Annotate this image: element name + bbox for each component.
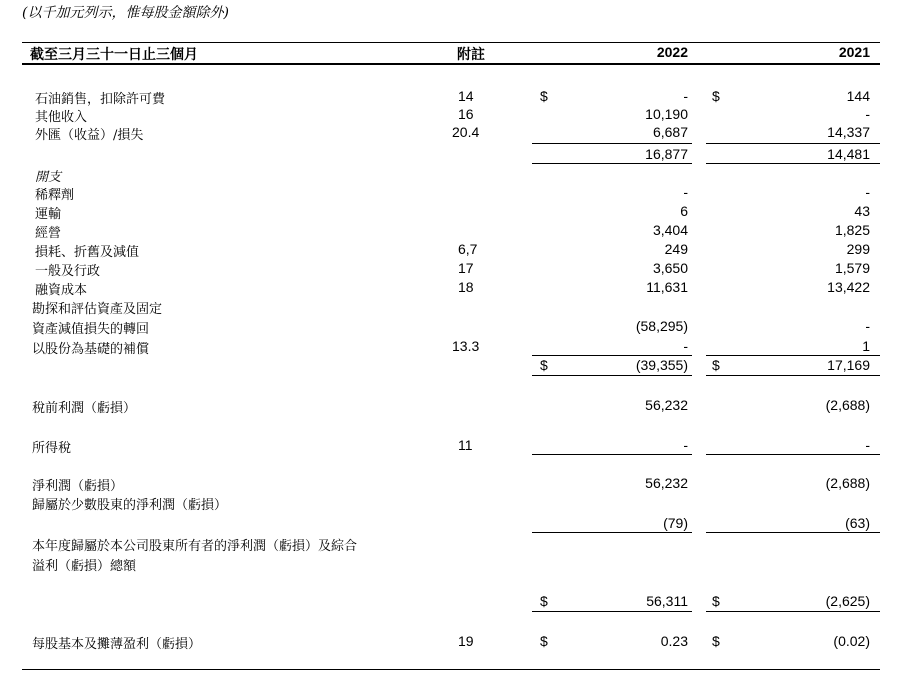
finance-label: 融資成本 xyxy=(35,283,88,298)
eps-2022: 0.23 xyxy=(660,633,688,649)
diluent-2022: - xyxy=(683,184,688,200)
expense-total-bottom-rule-2021 xyxy=(706,375,880,376)
eps-label: 每股基本及攤薄盈利（虧損） xyxy=(32,637,202,652)
owners-rule-2021 xyxy=(706,611,880,612)
currency-symbol: $ xyxy=(712,633,720,649)
ga-label: 一般及行政 xyxy=(35,264,101,279)
fx-note: 20.4 xyxy=(452,124,480,140)
owners-2021: (2,625) xyxy=(825,593,870,609)
revenue-subtotal-2021: 14,481 xyxy=(827,146,870,162)
eps-note: 19 xyxy=(458,633,474,649)
reversal-2021: - xyxy=(865,318,870,334)
currency-symbol: $ xyxy=(712,88,720,104)
owners-label-line1: 本年度歸屬於本公司股東所有者的淨利潤（虧損）及綜合 xyxy=(32,539,358,554)
other-income-2021: - xyxy=(865,106,870,122)
owners-2022: 56,311 xyxy=(646,593,688,609)
net-2022: 56,232 xyxy=(645,475,688,491)
nci-label: 歸屬於少數股東的淨利潤（虧損） xyxy=(32,498,228,513)
expense-total-bottom-rule-2022 xyxy=(532,375,692,376)
subtotal-bottom-rule-2021 xyxy=(706,163,880,164)
nci-rule-2021 xyxy=(706,532,880,533)
currency-symbol: $ xyxy=(540,357,548,373)
share-comp-note: 13.3 xyxy=(452,338,480,354)
header-bottom-rule xyxy=(22,63,880,65)
pretax-2022: 56,232 xyxy=(645,397,688,413)
fx-2022: 6,687 xyxy=(652,124,688,140)
tax-rule-2021 xyxy=(706,454,880,455)
header-top-rule xyxy=(22,42,880,43)
net-label: 淨利潤（虧損） xyxy=(32,479,124,494)
oil-sales-2021: 144 xyxy=(846,88,870,104)
operating-2022: 3,404 xyxy=(652,222,688,238)
ga-2022: 3,650 xyxy=(652,260,688,276)
tax-rule-2022 xyxy=(532,454,692,455)
finance-2022: 11,631 xyxy=(646,279,688,295)
operating-2021: 1,825 xyxy=(834,222,870,238)
other-income-label: 其他收入 xyxy=(35,110,88,125)
share-comp-2022: - xyxy=(683,338,688,354)
expense-total-rule-2021 xyxy=(706,355,880,356)
expenses-heading: 開支 xyxy=(35,170,62,185)
operating-label: 經營 xyxy=(35,226,62,241)
subtotal-rule-2021 xyxy=(706,143,880,144)
dda-2022: 249 xyxy=(664,241,688,257)
subtotal-bottom-rule-2022 xyxy=(532,163,692,164)
expense-total-rule-2022 xyxy=(532,355,692,356)
tax-2021: - xyxy=(865,437,870,453)
ga-note: 17 xyxy=(458,260,474,276)
year-2022-header: 2022 xyxy=(656,44,688,60)
finance-2021: 13,422 xyxy=(827,279,870,295)
owners-label-line2: 溢利（虧損）總額 xyxy=(32,559,137,574)
dda-2021: 299 xyxy=(846,241,870,257)
reversal-2022: (58,295) xyxy=(635,318,688,334)
fx-label: 外匯（收益）/損失 xyxy=(35,128,144,143)
currency-symbol: $ xyxy=(540,633,548,649)
currency-symbol: $ xyxy=(712,593,720,609)
tax-label: 所得稅 xyxy=(32,441,72,456)
other-income-note: 16 xyxy=(458,106,474,122)
table-bottom-rule xyxy=(22,669,880,670)
ga-2021: 1,579 xyxy=(834,260,870,276)
expense-total-2022: (39,355) xyxy=(635,357,688,373)
dda-label: 損耗、折舊及減值 xyxy=(35,245,140,260)
expense-total-2021: 17,169 xyxy=(827,357,870,373)
currency-symbol: $ xyxy=(540,88,548,104)
transport-2021: 43 xyxy=(854,203,870,219)
tax-2022: - xyxy=(683,437,688,453)
pretax-2021: (2,688) xyxy=(825,397,870,413)
oil-sales-note: 14 xyxy=(458,88,474,104)
finance-note: 18 xyxy=(458,279,474,295)
diluent-label: 稀釋劑 xyxy=(35,188,75,203)
pretax-label: 稅前利潤（虧損） xyxy=(32,401,137,416)
tax-note: 11 xyxy=(458,437,473,453)
reversal-label-line2: 資產減值損失的轉回 xyxy=(32,322,150,337)
reversal-label-line1: 勘探和評估資產及固定 xyxy=(32,302,163,317)
transport-2022: 6 xyxy=(680,203,688,219)
share-comp-label: 以股份為基礎的補償 xyxy=(32,342,150,357)
currency-symbol: $ xyxy=(540,593,548,609)
owners-rule-2022 xyxy=(532,611,692,612)
revenue-subtotal-2022: 16,877 xyxy=(645,146,688,162)
period-header: 截至三月三十一日止三個月 xyxy=(30,46,198,62)
subtotal-rule-2022 xyxy=(532,143,692,144)
eps-2021: (0.02) xyxy=(833,633,870,649)
diluent-2021: - xyxy=(865,184,870,200)
oil-sales-2022: - xyxy=(683,88,688,104)
oil-sales-label: 石油銷售，扣除許可費 xyxy=(35,92,166,107)
note-column-header: 附註 xyxy=(457,46,485,62)
units-note: (以千加元列示，惟每股金額除外) xyxy=(22,5,229,21)
transport-label: 運輸 xyxy=(35,207,62,222)
year-2021-header: 2021 xyxy=(838,44,870,60)
share-comp-2021: 1 xyxy=(862,338,870,354)
currency-symbol: $ xyxy=(712,357,720,373)
fx-2021: 14,337 xyxy=(827,124,870,140)
nci-2021: (63) xyxy=(845,515,870,531)
other-income-2022: 10,190 xyxy=(645,106,688,122)
net-2021: (2,688) xyxy=(825,475,870,491)
dda-note: 6,7 xyxy=(458,241,478,257)
nci-2022: (79) xyxy=(663,515,688,531)
nci-rule-2022 xyxy=(532,532,692,533)
